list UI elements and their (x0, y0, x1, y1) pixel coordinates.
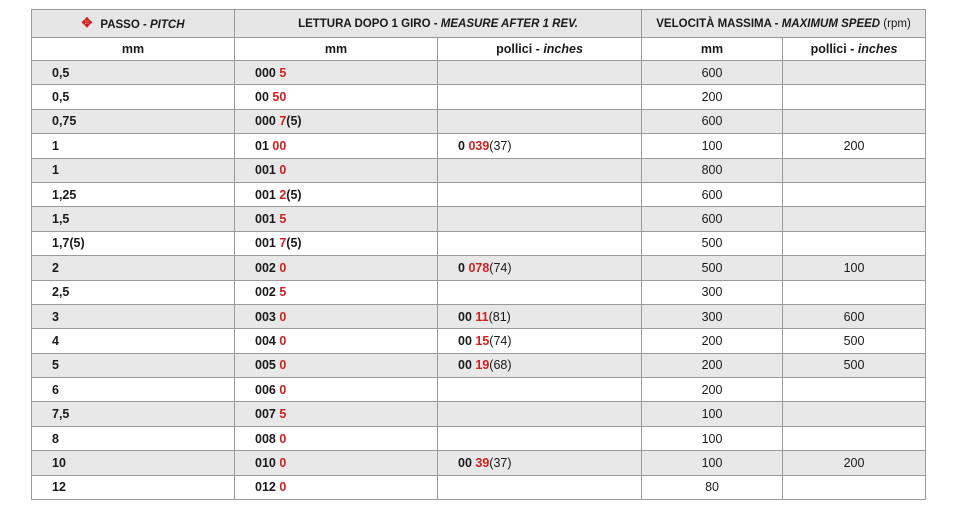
table-row (32, 109, 926, 133)
reading-mm-cell: 01 00 (235, 134, 438, 158)
reading-inches-cell (438, 158, 642, 182)
table-row (32, 134, 926, 158)
reading-mm-cell: 004 0 (235, 329, 438, 353)
reading-inches-cell: 0 078(74) (438, 256, 642, 280)
pitch-cell: 0,75 (32, 109, 235, 133)
speed-inches-cell: 500 (783, 353, 926, 377)
reading-inches-cell (438, 426, 642, 450)
header-row (32, 10, 926, 38)
speed-mm-cell: 100 (642, 134, 783, 158)
reading-mm-cell: 001 7(5) (235, 231, 438, 255)
speed-inches-cell: 500 (783, 329, 926, 353)
reading-inches-cell (438, 182, 642, 206)
speed-inches-cell (783, 158, 926, 182)
pitch-cell: 8 (32, 426, 235, 450)
reading-mm-cell: 008 0 (235, 426, 438, 450)
speed-mm-cell: 300 (642, 304, 783, 328)
speed-inches-cell (783, 475, 926, 499)
reading-inches-cell (438, 61, 642, 85)
table-row (32, 353, 926, 377)
reading-mm-cell: 001 5 (235, 207, 438, 231)
pitch-cell: 4 (32, 329, 235, 353)
speed-inches-cell (783, 61, 926, 85)
reading-mm-cell: 001 0 (235, 158, 438, 182)
pitch-header: ✥ PASSO - PITCH (32, 10, 235, 38)
table-row (32, 182, 926, 206)
pitch-cell: 1 (32, 134, 235, 158)
pitch-cell: 1,25 (32, 182, 235, 206)
pitch-cell: 2,5 (32, 280, 235, 304)
speed-inches-cell: 200 (783, 451, 926, 475)
reading-inches-cell: 00 19(68) (438, 353, 642, 377)
table-row (32, 207, 926, 231)
table-row (32, 61, 926, 85)
speed-inches-cell (783, 207, 926, 231)
speed-mm-cell: 800 (642, 158, 783, 182)
pitch-cell: 1 (32, 158, 235, 182)
reading-inches-cell (438, 280, 642, 304)
reading-mm-cell: 001 2(5) (235, 182, 438, 206)
pitch-cell: 2 (32, 256, 235, 280)
table-row (32, 329, 926, 353)
speed-mm-cell: 100 (642, 426, 783, 450)
speed-inches-cell (783, 182, 926, 206)
table-row (32, 426, 926, 450)
speed-mm-cell: 300 (642, 280, 783, 304)
speed-inches-cell (783, 231, 926, 255)
reading-mm-cell: 002 0 (235, 256, 438, 280)
reading-unit-mm: mm (235, 38, 438, 61)
table-row (32, 475, 926, 499)
speed-mm-cell: 600 (642, 61, 783, 85)
reading-inches-cell: 00 11(81) (438, 304, 642, 328)
speed-mm-cell: 100 (642, 402, 783, 426)
pitch-cell: 3 (32, 304, 235, 328)
speed-inches-cell (783, 378, 926, 402)
speed-inches-cell: 600 (783, 304, 926, 328)
speed-mm-cell: 600 (642, 109, 783, 133)
reading-inches-cell (438, 109, 642, 133)
table-row (32, 231, 926, 255)
speed-inches-cell (783, 85, 926, 109)
pitch-cell: 0,5 (32, 61, 235, 85)
speed-inches-cell: 100 (783, 256, 926, 280)
speed-inches-cell (783, 426, 926, 450)
pitch-table-container (31, 9, 925, 500)
table-row (32, 256, 926, 280)
pitch-cell: 7,5 (32, 402, 235, 426)
pitch-cell: 1,5 (32, 207, 235, 231)
speed-mm-cell: 600 (642, 207, 783, 231)
pitch-unit-mm: mm (32, 38, 235, 61)
table-body (32, 61, 926, 500)
reading-inches-cell (438, 85, 642, 109)
pitch-cell: 12 (32, 475, 235, 499)
speed-mm-cell: 600 (642, 182, 783, 206)
pitch-cell: 1,7(5) (32, 231, 235, 255)
speed-inches-cell (783, 109, 926, 133)
table-row (32, 85, 926, 109)
reading-mm-cell: 002 5 (235, 280, 438, 304)
unit-row (32, 38, 926, 61)
pitch-cell: 5 (32, 353, 235, 377)
speed-unit-mm: mm (642, 38, 783, 61)
speed-mm-cell: 200 (642, 378, 783, 402)
reading-inches-cell (438, 402, 642, 426)
reading-mm-cell: 000 5 (235, 61, 438, 85)
speed-mm-cell: 80 (642, 475, 783, 499)
reading-inches-cell: 00 15(74) (438, 329, 642, 353)
reading-mm-cell: 005 0 (235, 353, 438, 377)
pitch-cell: 0,5 (32, 85, 235, 109)
reading-inches-cell (438, 231, 642, 255)
pitch-cell: 6 (32, 378, 235, 402)
speed-mm-cell: 200 (642, 85, 783, 109)
pitch-cell: 10 (32, 451, 235, 475)
speed-inches-cell: 200 (783, 134, 926, 158)
reading-header: LETTURA DOPO 1 GIRO - MEASURE AFTER 1 REV. (235, 10, 642, 38)
table-row (32, 378, 926, 402)
reading-mm-cell: 010 0 (235, 451, 438, 475)
table-row (32, 402, 926, 426)
speed-mm-cell: 500 (642, 231, 783, 255)
reading-inches-cell (438, 378, 642, 402)
reading-mm-cell: 00 50 (235, 85, 438, 109)
speed-inches-cell (783, 280, 926, 304)
pitch-speed-table (31, 9, 926, 500)
reading-mm-cell: 006 0 (235, 378, 438, 402)
speed-mm-cell: 500 (642, 256, 783, 280)
speed-mm-cell: 200 (642, 329, 783, 353)
reading-mm-cell: 000 7(5) (235, 109, 438, 133)
table-row (32, 304, 926, 328)
table-row (32, 158, 926, 182)
reading-inches-cell: 00 39(37) (438, 451, 642, 475)
reading-mm-cell: 007 5 (235, 402, 438, 426)
reading-mm-cell: 003 0 (235, 304, 438, 328)
speed-unit-inches: pollici - inches (783, 38, 926, 61)
reading-mm-cell: 012 0 (235, 475, 438, 499)
reading-inches-cell (438, 207, 642, 231)
speed-mm-cell: 100 (642, 451, 783, 475)
table-row (32, 451, 926, 475)
reading-inches-cell: 0 039(37) (438, 134, 642, 158)
red-cross-icon: ✥ (81, 14, 93, 30)
reading-unit-inches: pollici - inches (438, 38, 642, 61)
speed-mm-cell: 200 (642, 353, 783, 377)
speed-inches-cell (783, 402, 926, 426)
table-row (32, 280, 926, 304)
speed-header: VELOCITÀ MASSIMA - MAXIMUM SPEED (rpm) (642, 10, 926, 38)
reading-inches-cell (438, 475, 642, 499)
